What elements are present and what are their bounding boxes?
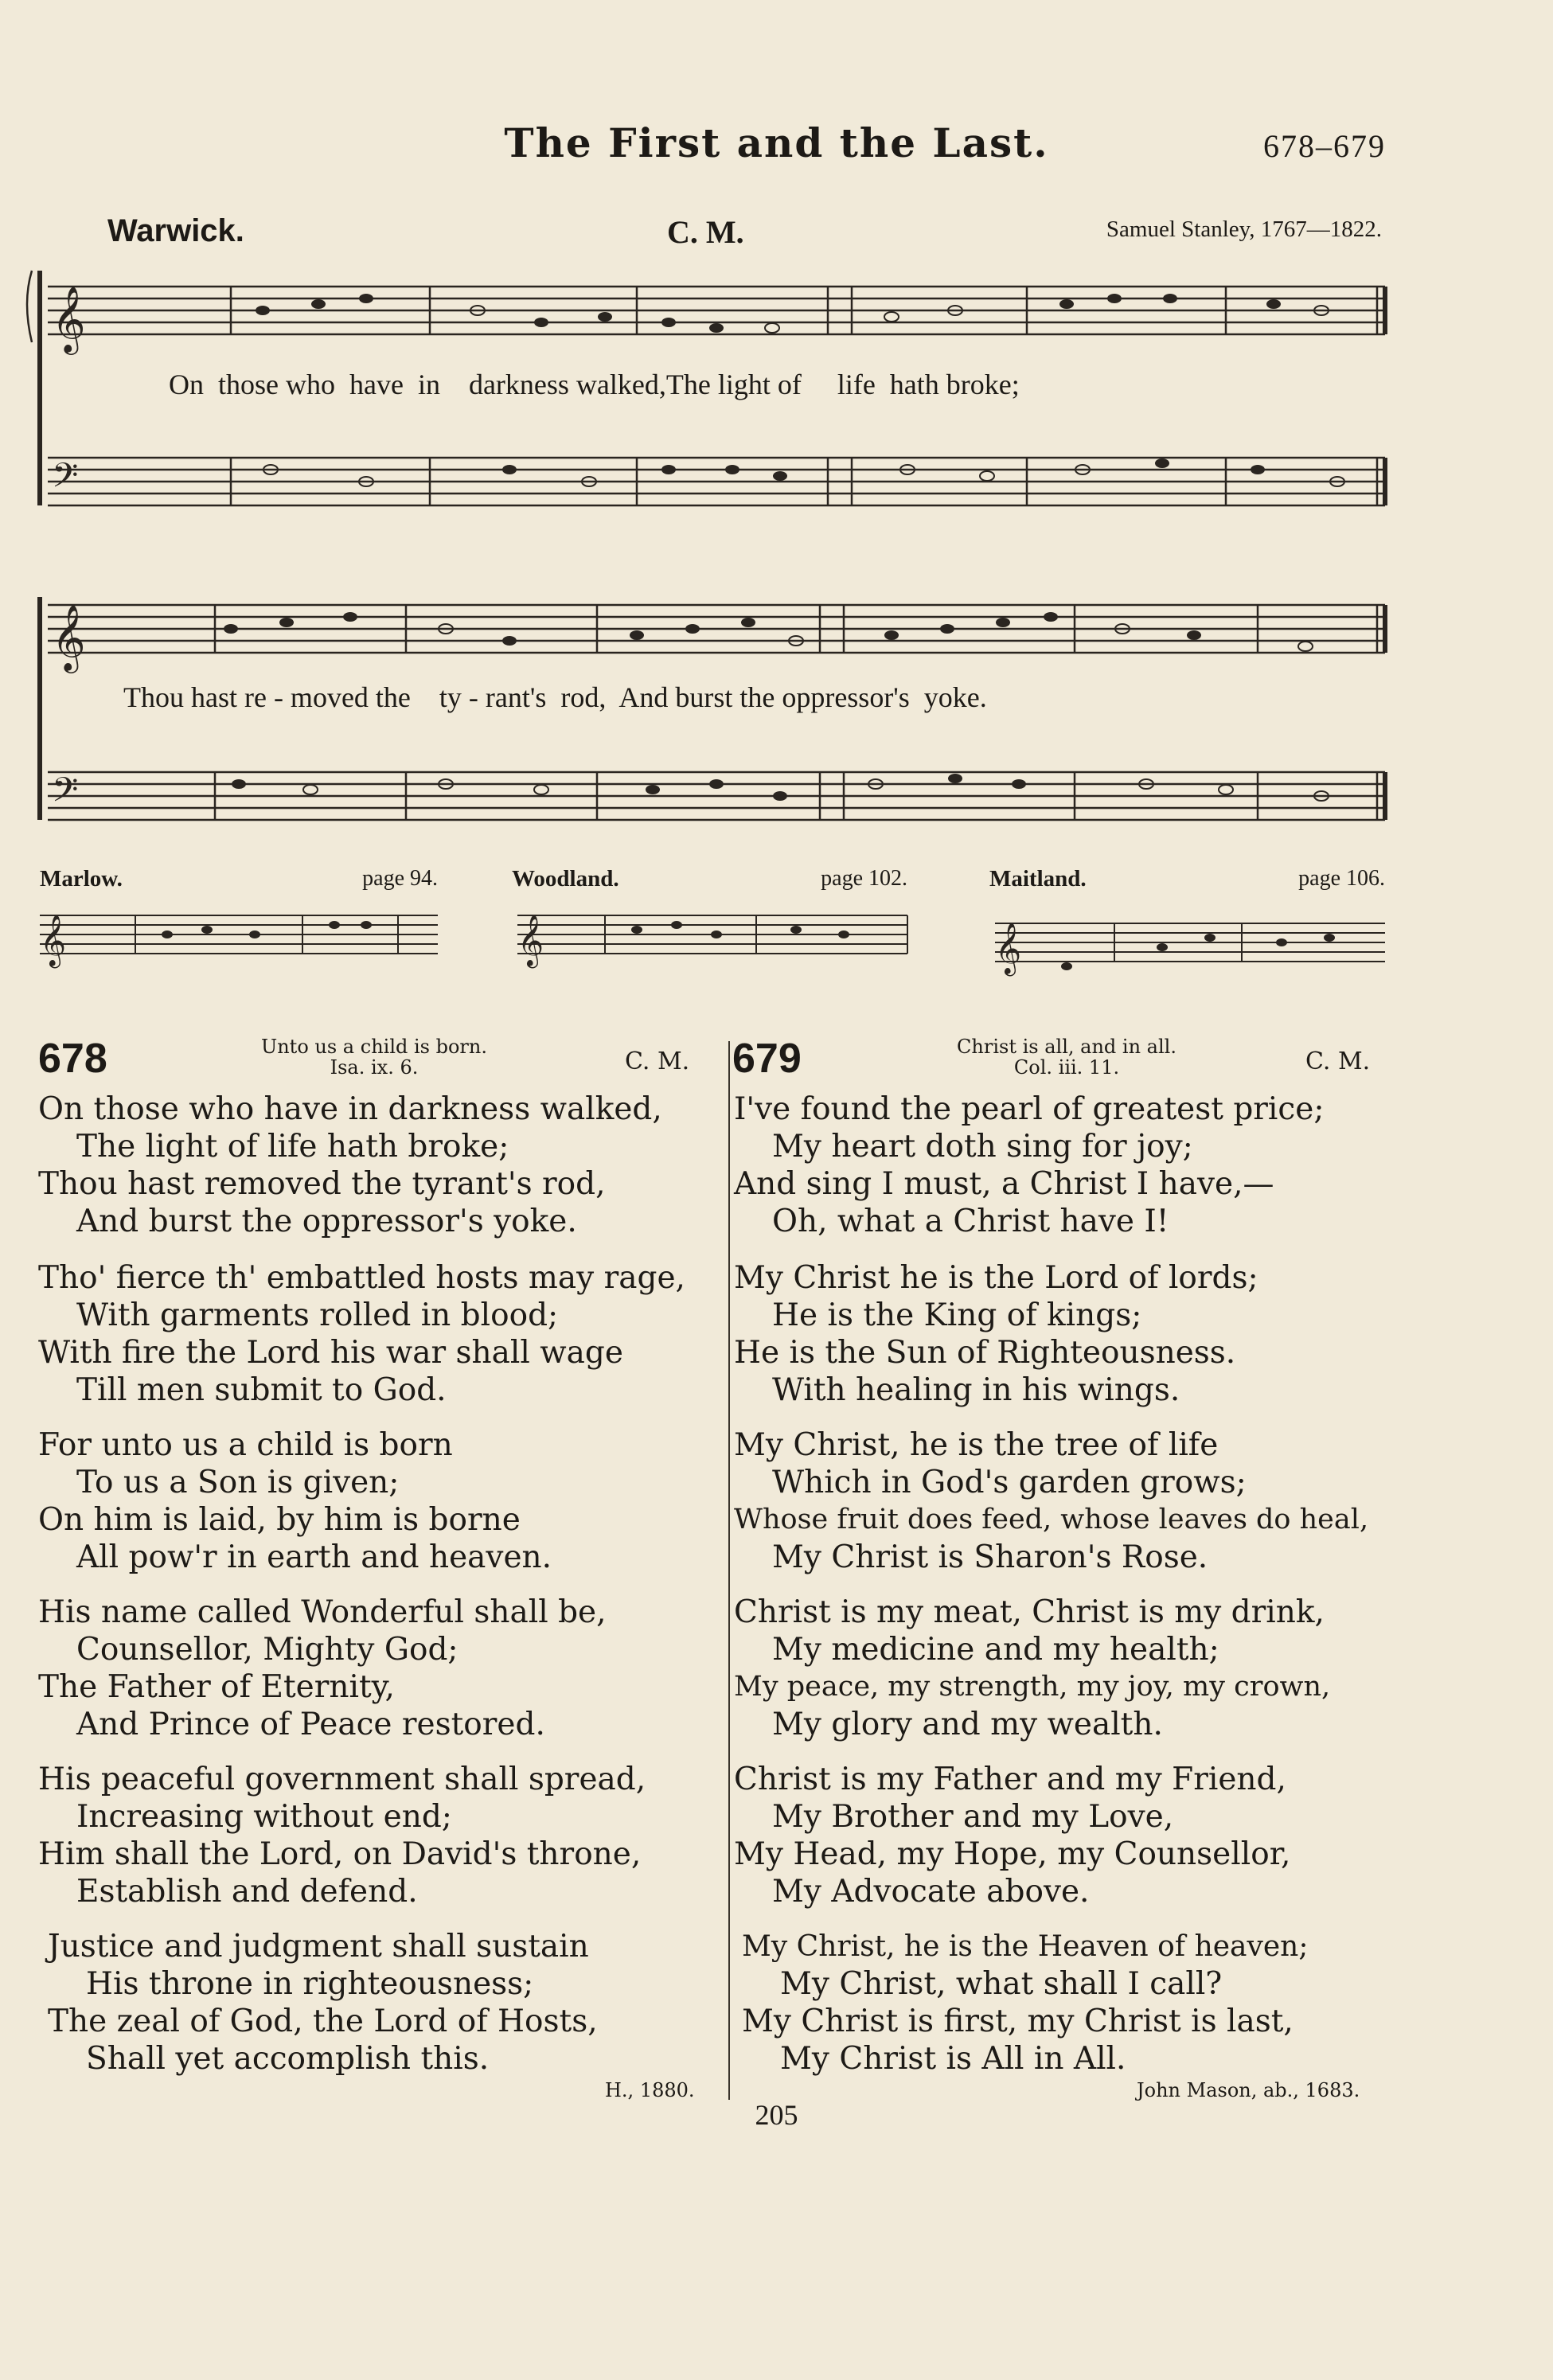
hymn-678-scripture: Isa. ix. 6. [330, 1056, 419, 1079]
bass-clef-icon: 𝄢 [52, 771, 79, 818]
alt-tune-page: page 106. [1298, 866, 1385, 891]
alt-tune-woodland [512, 866, 907, 892]
alt-tune-name: Marlow. [40, 866, 123, 892]
verse-line: The Father of Eternity, [38, 1669, 395, 1705]
page-number: 205 [755, 2099, 798, 2131]
verse-line: The light of life hath broke; [76, 1129, 509, 1165]
hymn-number-678: 678 [38, 1036, 107, 1082]
hymn-679-stanza-2 [734, 1259, 1258, 1409]
alt-tune-page: page 102. [821, 866, 907, 891]
verse-line: Counsellor, Mighty God; [76, 1632, 458, 1668]
verse-line: My Christ is All in All. [780, 2041, 1126, 2077]
verse-line: All pow'r in earth and heaven. [76, 1539, 552, 1575]
column-divider [728, 1041, 730, 2100]
tune-meter: C. M. [667, 214, 744, 250]
hymn-679-stanza-3 [734, 1426, 1368, 1576]
hymn-678-stanza-1 [38, 1091, 662, 1240]
verse-line: His name called Wonderful shall be, [38, 1594, 607, 1630]
hymn-679-stanza-4 [734, 1594, 1330, 1743]
verse-line: Oh, what a Christ have I! [772, 1204, 1169, 1239]
verse-line: Till men submit to God. [76, 1372, 447, 1408]
verse-line: My Christ is Sharon's Rose. [772, 1539, 1208, 1575]
verse-line: My Christ, what shall I call? [780, 1966, 1223, 2002]
hymn-678-stanza-4 [38, 1594, 607, 1743]
treble-clef-icon: 𝄞 [40, 915, 67, 966]
alt-tune-name: Woodland. [512, 866, 619, 892]
verse-line: Establish and defend. [76, 1874, 418, 1910]
alt-tune-name: Maitland. [989, 866, 1087, 892]
verse-line: His throne in righteousness; [86, 1966, 534, 2002]
tune-lyrics-line-1: On those who have in darkness walked,The light of life hath broke; [169, 369, 1020, 400]
hymn-678-stanza-6 [48, 1928, 598, 2078]
verse-line: Christ is my meat, Christ is my drink, [734, 1594, 1325, 1630]
verse-line: Christ is my Father and my Friend, [734, 1762, 1286, 1797]
hymn-678-stanza-3 [38, 1426, 552, 1576]
tune-name: Warwick. [107, 213, 244, 248]
verse-line: Tho' fierce th' embattled hosts may rage, [38, 1260, 685, 1296]
verse-line: For unto us a child is born [38, 1427, 453, 1463]
tune-composer: Samuel Stanley, 1767—1822. [1106, 217, 1382, 242]
verse-line: With garments rolled in blood; [76, 1297, 559, 1333]
verse-line: He is the Sun of Righteousness. [734, 1335, 1236, 1371]
treble-clef-icon: 𝄞 [517, 915, 544, 966]
verse-line: Him shall the Lord, on David's throne, [38, 1836, 642, 1872]
verse-line: His peaceful government shall spread, [38, 1762, 646, 1797]
verse-line: My heart doth sing for joy; [772, 1129, 1193, 1165]
verse-line: Whose fruit does feed, whose leaves do heal, [734, 1504, 1369, 1535]
verse-line: My Christ he is the Lord of lords; [734, 1260, 1258, 1296]
verse-line: Shall yet accomplish this. [86, 2041, 490, 2077]
hymn-678-stanza-2 [38, 1259, 685, 1409]
verse-line: My Brother and my Love, [772, 1799, 1174, 1835]
verse-line: My Head, my Hope, my Counsellor, [734, 1836, 1291, 1872]
hymn-679-stanza-5 [734, 1761, 1290, 1910]
hymn-679-stanza-6 [742, 1928, 1308, 2078]
bass-clef-icon: 𝄢 [52, 456, 79, 504]
treble-clef-icon: 𝄞 [52, 285, 86, 352]
hymn-number-679: 679 [732, 1036, 802, 1082]
verse-line: Which in God's garden grows; [772, 1465, 1247, 1500]
verse-line: To us a Son is given; [76, 1465, 400, 1500]
verse-line: With fire the Lord his war shall wage [38, 1335, 623, 1371]
verse-line: With healing in his wings. [772, 1372, 1180, 1408]
alt-tune-maitland [989, 866, 1385, 892]
verse-line: My glory and my wealth. [772, 1707, 1163, 1742]
hymn-678-attribution: H., 1880. [605, 2079, 695, 2101]
treble-clef-icon: 𝄞 [52, 603, 86, 670]
verse-line: Thou hast removed the tyrant's rod, [38, 1166, 606, 1202]
incipit-staves [40, 899, 1393, 987]
hymn-678-subtitle [207, 1036, 541, 1078]
verse-line: On him is laid, by him is borne [38, 1502, 521, 1538]
verse-line: And burst the oppressor's yoke. [76, 1204, 577, 1239]
hymn-range: 678–679 [1263, 128, 1386, 164]
bass-staff-lines [48, 458, 1385, 505]
verse-line: On those who have in darkness walked, [38, 1091, 662, 1127]
alt-tune-page: page 94. [362, 866, 438, 891]
tune-lyrics-line-2: Thou hast re - moved the ty - rant's rod, And burst the oppressor's yoke. [123, 681, 987, 713]
hymn-678-theme: Unto us a child is born. [261, 1036, 487, 1058]
verse-line: My Advocate above. [772, 1874, 1090, 1910]
running-title: The First and the Last. [504, 119, 1049, 166]
verse-line: My Christ is first, my Christ is last, [742, 2003, 1294, 2039]
verse-line: My peace, my strength, my joy, my crown, [734, 1671, 1331, 1703]
verse-line: My Christ, he is the tree of life [734, 1427, 1219, 1463]
verse-line: I've found the pearl of greatest price; [734, 1091, 1325, 1127]
verse-line: And sing I must, a Christ I have,— [734, 1166, 1274, 1202]
verse-line: My medicine and my health; [772, 1632, 1219, 1668]
verse-line: Justice and judgment shall sustain [48, 1929, 589, 1964]
hymn-679-meter: C. M. [1305, 1048, 1371, 1075]
hymn-679-scripture: Col. iii. 11. [1013, 1056, 1120, 1079]
hymn-678-stanza-5 [38, 1761, 646, 1910]
hymn-679-theme: Christ is all, and in all. [957, 1036, 1176, 1058]
hymn-679-subtitle [907, 1036, 1226, 1078]
alt-tune-marlow [40, 866, 438, 892]
hymn-679-stanza-1 [734, 1091, 1324, 1240]
verse-line: Increasing without end; [76, 1799, 452, 1835]
verse-line: And Prince of Peace restored. [76, 1707, 545, 1742]
verse-line: He is the King of kings; [772, 1297, 1142, 1333]
verse-line: My Christ, he is the Heaven of heaven; [742, 1930, 1309, 1963]
hymn-679-attribution: John Mason, ab., 1683. [1137, 2079, 1360, 2101]
verse-line: The zeal of God, the Lord of Hosts, [48, 2003, 598, 2039]
treble-clef-icon: 𝄞 [995, 923, 1022, 974]
hymn-678-meter: C. M. [625, 1048, 690, 1075]
